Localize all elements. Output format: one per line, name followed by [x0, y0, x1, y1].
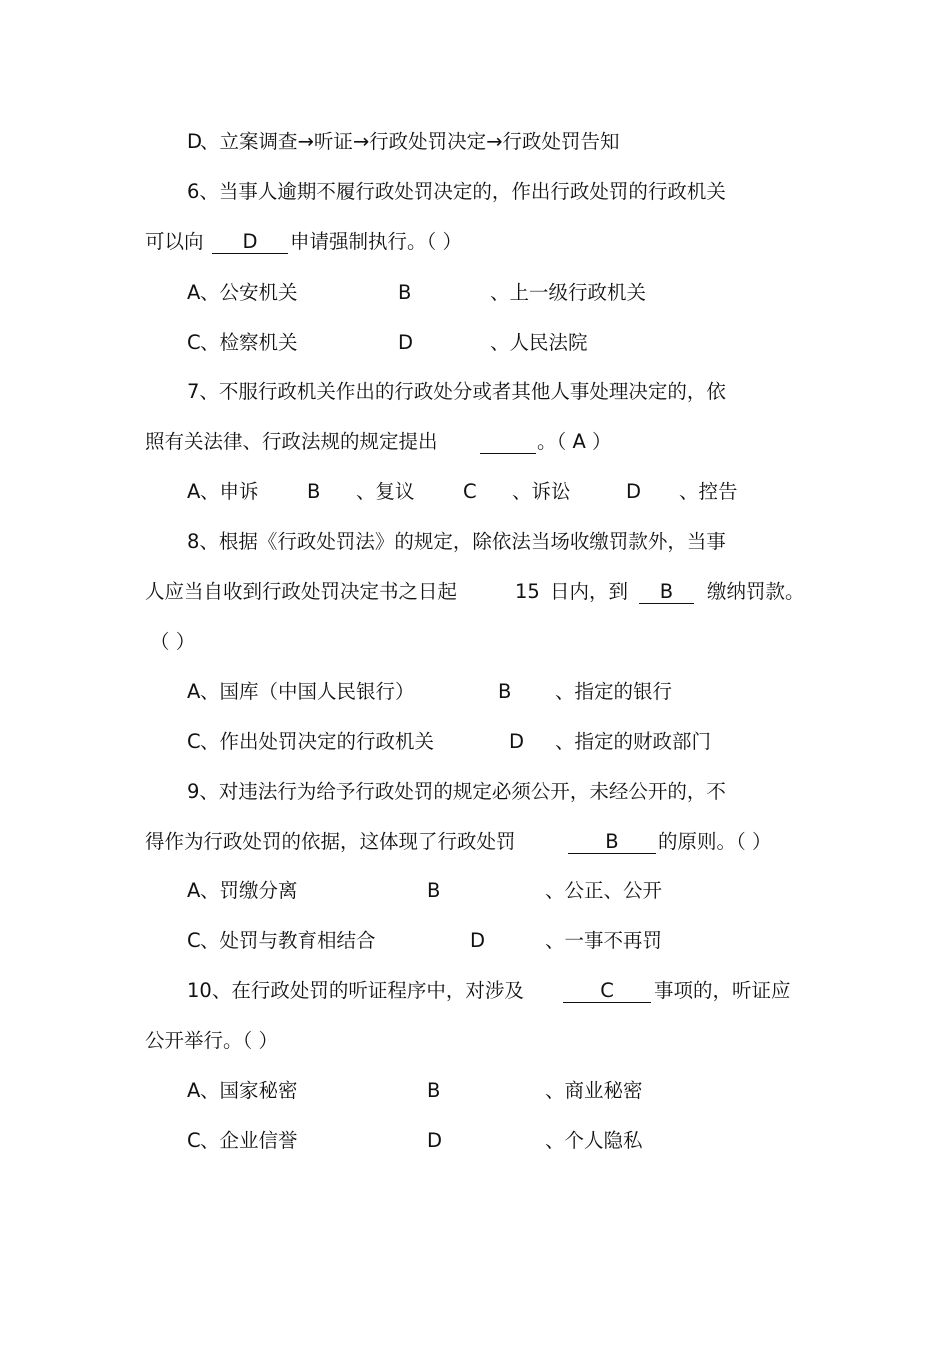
option-letter: A: [187, 1079, 201, 1102]
question-text: 可以向: [145, 230, 204, 253]
question-text: 日内，到: [550, 580, 629, 603]
answer-text: B: [605, 830, 619, 853]
question-text: 9、对违法行为给予行政处罚的规定必须公开，未经公开的，不: [187, 780, 726, 803]
option-text: 、企业信誉: [200, 1129, 298, 1152]
option-text: 、公正、公开: [545, 879, 663, 902]
option-letter: C: [187, 730, 201, 753]
option-letter: A: [187, 680, 201, 703]
answer-blank: [212, 229, 288, 254]
option-letter: D: [398, 331, 414, 354]
question-text: （ ）: [150, 630, 196, 653]
option-text: 、商业秘密: [545, 1079, 643, 1102]
answer-text: B: [659, 580, 674, 603]
option-letter: A: [187, 879, 201, 902]
option-text: 、公安机关: [200, 281, 298, 304]
option-text: 、一事不再罚: [545, 929, 663, 952]
option-letter: B: [398, 281, 412, 304]
option-letter: C: [187, 929, 201, 952]
option-text: 、复议: [356, 480, 415, 503]
answer-text: C: [600, 979, 614, 1002]
option-letter: A: [187, 281, 201, 304]
option-letter: C: [187, 331, 201, 354]
option-text: 、立案调查→听证→行政处罚决定→行政处罚告知: [200, 130, 620, 153]
option-text: 、检察机关: [200, 331, 298, 354]
option-letter: D: [470, 929, 486, 952]
option-text: 、指定的财政部门: [555, 730, 712, 753]
answer-blank: [480, 429, 536, 454]
option-text: 、控告: [679, 480, 738, 503]
answer-text: D: [242, 230, 258, 253]
question-text: 15: [515, 580, 540, 603]
option-text: 、作出处罚决定的行政机关: [200, 730, 435, 753]
question-text: 7、不服行政机关作出的行政处分或者其他人事处理决定的，依: [187, 380, 726, 403]
option-text: 、指定的银行: [555, 680, 673, 703]
option-letter: A: [187, 480, 201, 503]
question-text: 公开举行。（ ）: [145, 1029, 278, 1052]
option-letter: C: [463, 480, 477, 503]
option-letter: B: [427, 879, 441, 902]
option-text: 、人民法院: [490, 331, 588, 354]
answer-blank: [563, 978, 651, 1003]
option-text: 、申诉: [200, 480, 259, 503]
option-text: 、上一级行政机关: [490, 281, 647, 304]
option-letter: D: [626, 480, 642, 503]
answer-blank: [568, 829, 656, 854]
option-letter: C: [187, 1129, 201, 1152]
question-text: 。（ A ）: [537, 430, 612, 453]
question-text: 缴纳罚款。: [707, 580, 805, 603]
question-text: 6、当事人逾期不履行政处罚决定的，作出行政处罚的行政机关: [187, 180, 726, 203]
question-text: 事项的，听证应: [654, 979, 791, 1002]
question-text: 得作为行政处罚的依据，这体现了行政处罚: [145, 830, 516, 853]
option-letter: B: [427, 1079, 441, 1102]
option-letter: B: [498, 680, 512, 703]
option-text: 、处罚与教育相结合: [200, 929, 376, 952]
question-text: 8、根据《行政处罚法》的规定，除依法当场收缴罚款外，当事: [187, 530, 726, 553]
question-text: 的原则。（ ）: [658, 830, 772, 853]
option-text: 、罚缴分离: [200, 879, 298, 902]
option-text: 、国家秘密: [200, 1079, 298, 1102]
answer-blank: [639, 579, 694, 604]
option-text: 、国库（中国人民银行）: [200, 680, 415, 703]
question-text: 照有关法律、行政法规的规定提出: [145, 430, 438, 453]
option-text: 、个人隐私: [545, 1129, 643, 1152]
question-text: 申请强制执行。（ ）: [290, 230, 462, 253]
option-text: 、诉讼: [512, 480, 571, 503]
question-text: 人应当自收到行政处罚决定书之日起: [145, 580, 458, 603]
option-letter: B: [307, 480, 321, 503]
option-letter: D: [509, 730, 525, 753]
question-text: 10、在行政处罚的听证程序中，对涉及: [187, 979, 524, 1002]
option-letter: D: [187, 130, 203, 153]
option-letter: D: [427, 1129, 443, 1152]
